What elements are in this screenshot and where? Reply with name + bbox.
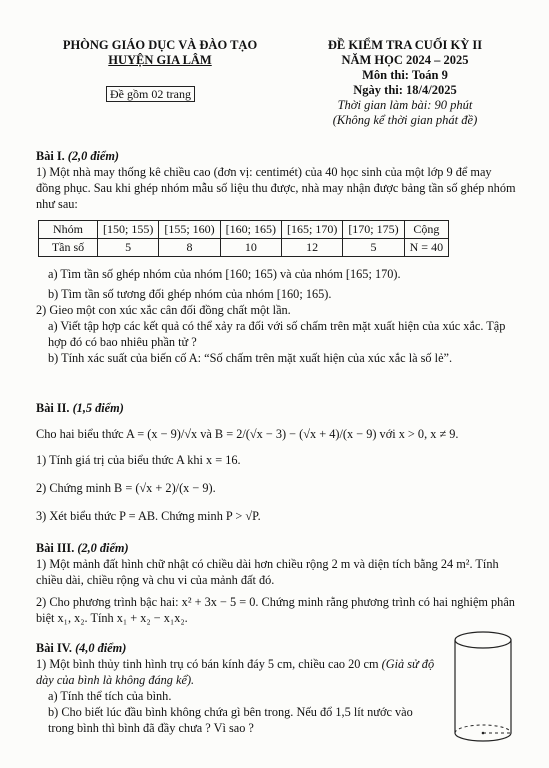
bai4-a: a) Tính thể tích của bình.: [48, 689, 172, 703]
bai4-section: [36, 640, 436, 736]
bai4-b: b) Cho biết lúc đầu bình không chứa gì bên trong. Nếu đổ 1,5 lít nước vào trong bình thì bình đã đầy chưa ? Vì sao ?: [48, 705, 413, 735]
table-cell: [165; 170): [281, 221, 342, 239]
duration: Thời gian làm bài: 90 phút: [337, 98, 473, 112]
bai1-p1: 1) Một nhà may thống kê chiều cao (đơn vị: centimét) của 40 học sinh của một lớp 9 để may đồng phục. Sau khi ghép nhóm mẫu số liệu thu được, nhà may nhận được bảng tần số ghép nhóm như sau:: [36, 165, 516, 211]
bai4-label: Bài IV.: [36, 641, 72, 655]
frequency-table: [38, 220, 449, 257]
bai4-q1: [36, 656, 436, 688]
exam-title: ĐỀ KIỂM TRA CUỐI KỲ II: [327, 38, 483, 52]
table-cell: [150; 155): [98, 221, 159, 239]
table-cell: Cộng: [404, 221, 448, 239]
bai2-label: Bài II.: [36, 401, 70, 415]
table-cell: 5: [98, 239, 159, 257]
bai1-section: [36, 148, 516, 212]
table-cell: Tần số: [39, 239, 98, 257]
bai4-points: (4,0 điểm): [75, 641, 127, 655]
bai2-q1: 1) Tính giá trị của biểu thức A khi x = 16.: [36, 453, 241, 467]
bai1-b: b) Tìm tần số tương đối ghép nhóm của nhóm [160; 165).: [48, 287, 332, 301]
bai1-a: a) Tìm tần số ghép nhóm của nhóm [160; 165) và của nhóm [165; 170).: [48, 267, 401, 281]
table-cell: [155; 160): [159, 221, 220, 239]
bai3-points: (2,0 điểm): [77, 541, 129, 555]
bai1-label: Bài I.: [36, 149, 65, 163]
header-right: [290, 38, 520, 128]
table-cell: N = 40: [404, 239, 448, 257]
table-cell: 8: [159, 239, 220, 257]
bai2-intro: Cho hai biểu thức A = (x − 9)/√x và B = 2/(√x − 3) − (√x + 4)/(x − 9) với x > 0, x ≠ 9.: [36, 427, 459, 441]
bai3-title: [36, 540, 516, 556]
table-cell: Nhóm: [39, 221, 98, 239]
header-left: [40, 38, 280, 68]
bai1-p2a: a) Viết tập hợp các kết quả có thể xảy ra đối với số chấm trên mặt xuất hiện của xúc xắc. Tập hợp đó có bao nhiêu phần tử ?: [48, 319, 506, 349]
table-cell: 10: [220, 239, 281, 257]
subject: Môn thi: Toán 9: [362, 68, 448, 82]
bai2-q3: 3) Xét biểu thức P = AB. Chứng minh P > √P.: [36, 509, 261, 523]
table-row: [39, 239, 449, 257]
school-year: NĂM HỌC 2024 – 2025: [341, 53, 469, 67]
table-cell: 5: [343, 239, 404, 257]
bai1-title: [36, 148, 516, 164]
bai1-questions: [36, 266, 516, 366]
bai1-p2: 2) Gieo một con xúc xắc cân đối đồng chất một lần.: [36, 303, 291, 317]
exam-date: Ngày thi: 18/4/2025: [353, 83, 457, 97]
table-cell: [170; 175): [343, 221, 404, 239]
page-count-box: Đề gồm 02 trang: [106, 86, 195, 102]
bai2-title: [36, 400, 516, 416]
bai3-q1: 1) Một mảnh đất hình chữ nhật có chiều dài hơn chiều rộng 2 m và diện tích bằng 24 m². Tính chiều dài, chiều rộng và chu vi của mảnh đất đó.: [36, 557, 499, 587]
bai1-p2b: b) Tính xác suất của biến cố A: “Số chấm trên mặt xuất hiện của xúc xắc là số lẻ”.: [48, 351, 453, 365]
bai2-points: (1,5 điểm): [72, 401, 124, 415]
table-header-row: [39, 221, 449, 239]
dept-name: PHÒNG GIÁO DỤC VÀ ĐÀO TẠO: [62, 38, 258, 52]
table-cell: [160; 165): [220, 221, 281, 239]
bai4-q1-note: (Giả sử độ dày của bình là không đáng kể).: [36, 657, 435, 687]
bai3-section: [36, 540, 516, 626]
bai4-title: [36, 640, 436, 656]
bai3-label: Bài III.: [36, 541, 75, 555]
bai2-q2: 2) Chứng minh B = (√x + 2)/(x − 9).: [36, 481, 216, 495]
bai4-q1-text: 1) Một bình thủy tinh hình trụ có bán kính đáy 5 cm, chiều cao 20 cm: [36, 657, 379, 671]
duration-note: (Không kể thời gian phát đề): [332, 113, 478, 127]
bai3-q2: 2) Cho phương trình bậc hai: x² + 3x − 5 = 0. Chứng minh rằng phương trình có hai nghiệm phân biệt x₁, x₂. Tính x₁ + x₂ − x₁x₂.: [36, 595, 515, 625]
table-cell: 12: [281, 239, 342, 257]
bai1-points: (2,0 điểm): [67, 149, 120, 163]
cylinder-figure: [448, 628, 518, 748]
bai2-section: [36, 400, 516, 524]
district-name: HUYỆN GIA LÂM: [108, 53, 212, 67]
